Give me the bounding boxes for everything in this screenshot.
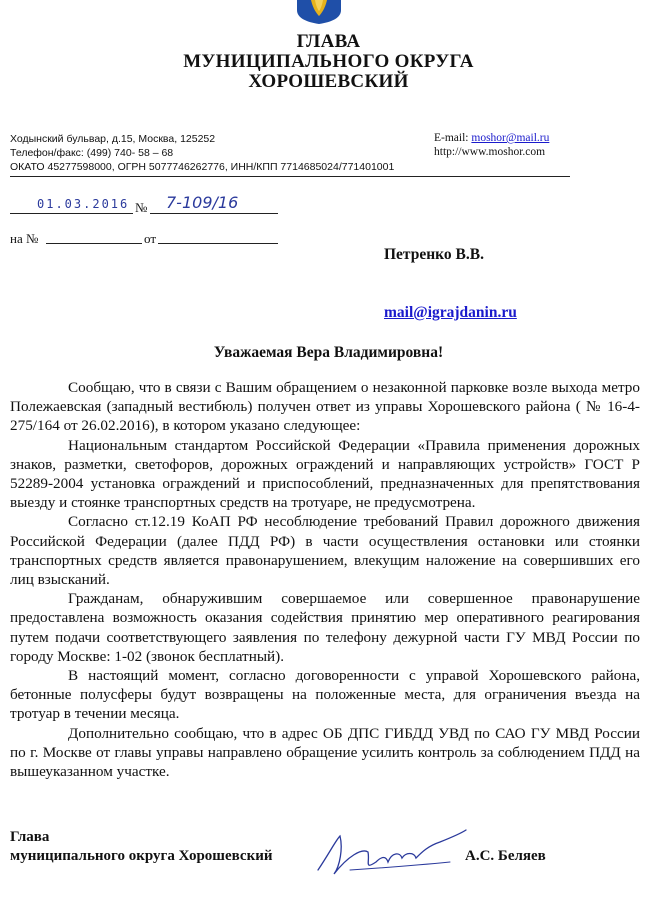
signature-title-line-1: Глава (10, 829, 50, 845)
body-paragraph-6: Дополнительно сообщаю, что в адрес ОБ ДПС ГИБДД УВД по САО ГУ МВД России по г. Москве от главы управы направлено обращение усилить контроль за соблюдением ПДД на вышеуказанном участке. (10, 724, 640, 781)
signature-title-line-2: муниципального округа Хорошевский (10, 848, 273, 864)
email-line (434, 131, 549, 145)
header-title-line-3: ХОРОШЕВСКИЙ (248, 71, 409, 92)
coat-of-arms-emblem (296, 0, 342, 24)
reply-date-field (158, 229, 278, 244)
reply-number-label: на № (10, 231, 39, 246)
letter-body (10, 378, 640, 781)
header-title-line-2: МУНИЦИПАЛЬНОГО ОКРУГА (183, 51, 474, 72)
header-title-line-1: ГЛАВА (296, 31, 361, 52)
date-field (10, 193, 133, 214)
signatory-name: А.С. Беляев (465, 848, 546, 864)
body-paragraph-1: Сообщаю, что в связи с Вашим обращением о незаконной парковке возле выхода метро Полежаевская (западный вестибюль) получен ответ из управы Хорошевского района ( № 16-4-275/164 от 26.02.2016), в котором указано следующее: (10, 379, 640, 435)
recipient-email-link[interactable]: mail@igrajdanin.ru (384, 304, 517, 321)
reply-from-label: от (144, 231, 157, 246)
document-number-handwritten: 7-109/16 (166, 193, 239, 212)
reply-number-field (46, 229, 142, 244)
salutation: Уважаемая Вера Владимировна! (213, 344, 444, 361)
address-line: Ходынский бульвар, д.15, Москва, 125252 (10, 133, 216, 145)
body-paragraph-3: Согласно ст.12.19 КоАП РФ несоблюдение требований Правил дорожного движения Российской Федерации (далее ПДД РФ) в части осуществления остановки или стоянки транспортных средств является правонарушением, влекущим наложение на совершивших его лиц взысканий. (10, 513, 640, 589)
email-link[interactable]: moshor@mail.ru (471, 132, 550, 144)
body-paragraph-5: В настоящий момент, согласно договоренности с управой Хорошевского района, бетонные полусферы будут возвращены на положенные места, для ограничения въезда на тротуар в течении месяца. (10, 667, 640, 723)
website-line: http://www.moshor.com (434, 146, 546, 158)
date-stamp: 01.03.2016 (37, 197, 130, 211)
email-label: E-mail: (434, 132, 472, 144)
handwritten-signature (310, 822, 475, 882)
body-paragraph-4: Гражданам, обнаружившим совершаемое или совершенное правонарушение предоставлена возможность оказания содействия принятию мер оперативного реагирования путем подачи соответствующего заявления по телефону дежурной части ГУ МВД России по городу Москве: 1-02 (звонок бесплатный). (10, 590, 640, 665)
phone-line: Телефон/факс: (499) 740- 58 – 68 (10, 147, 174, 159)
registration-codes-line: ОКАТО 45277598000, ОГРН 5077746262776, ИНН/КПП 7714685024/771401001 (10, 161, 395, 173)
number-label: № (135, 200, 148, 215)
number-field (150, 193, 278, 214)
body-paragraph-2: Национальным стандартом Российской Федерации «Правила применения дорожных знаков, разметки, светофоров, дорожных ограждений и направляющих устройств» ГОСТ Р 52289-2004 установка ограждений и приспособлений, предназначенных для препятствования выезду и стоянке транспортных средств на тротуаре, не предусмотрена. (10, 436, 640, 512)
recipient-name: Петренко В.В. (384, 246, 484, 263)
header-divider (10, 176, 570, 177)
